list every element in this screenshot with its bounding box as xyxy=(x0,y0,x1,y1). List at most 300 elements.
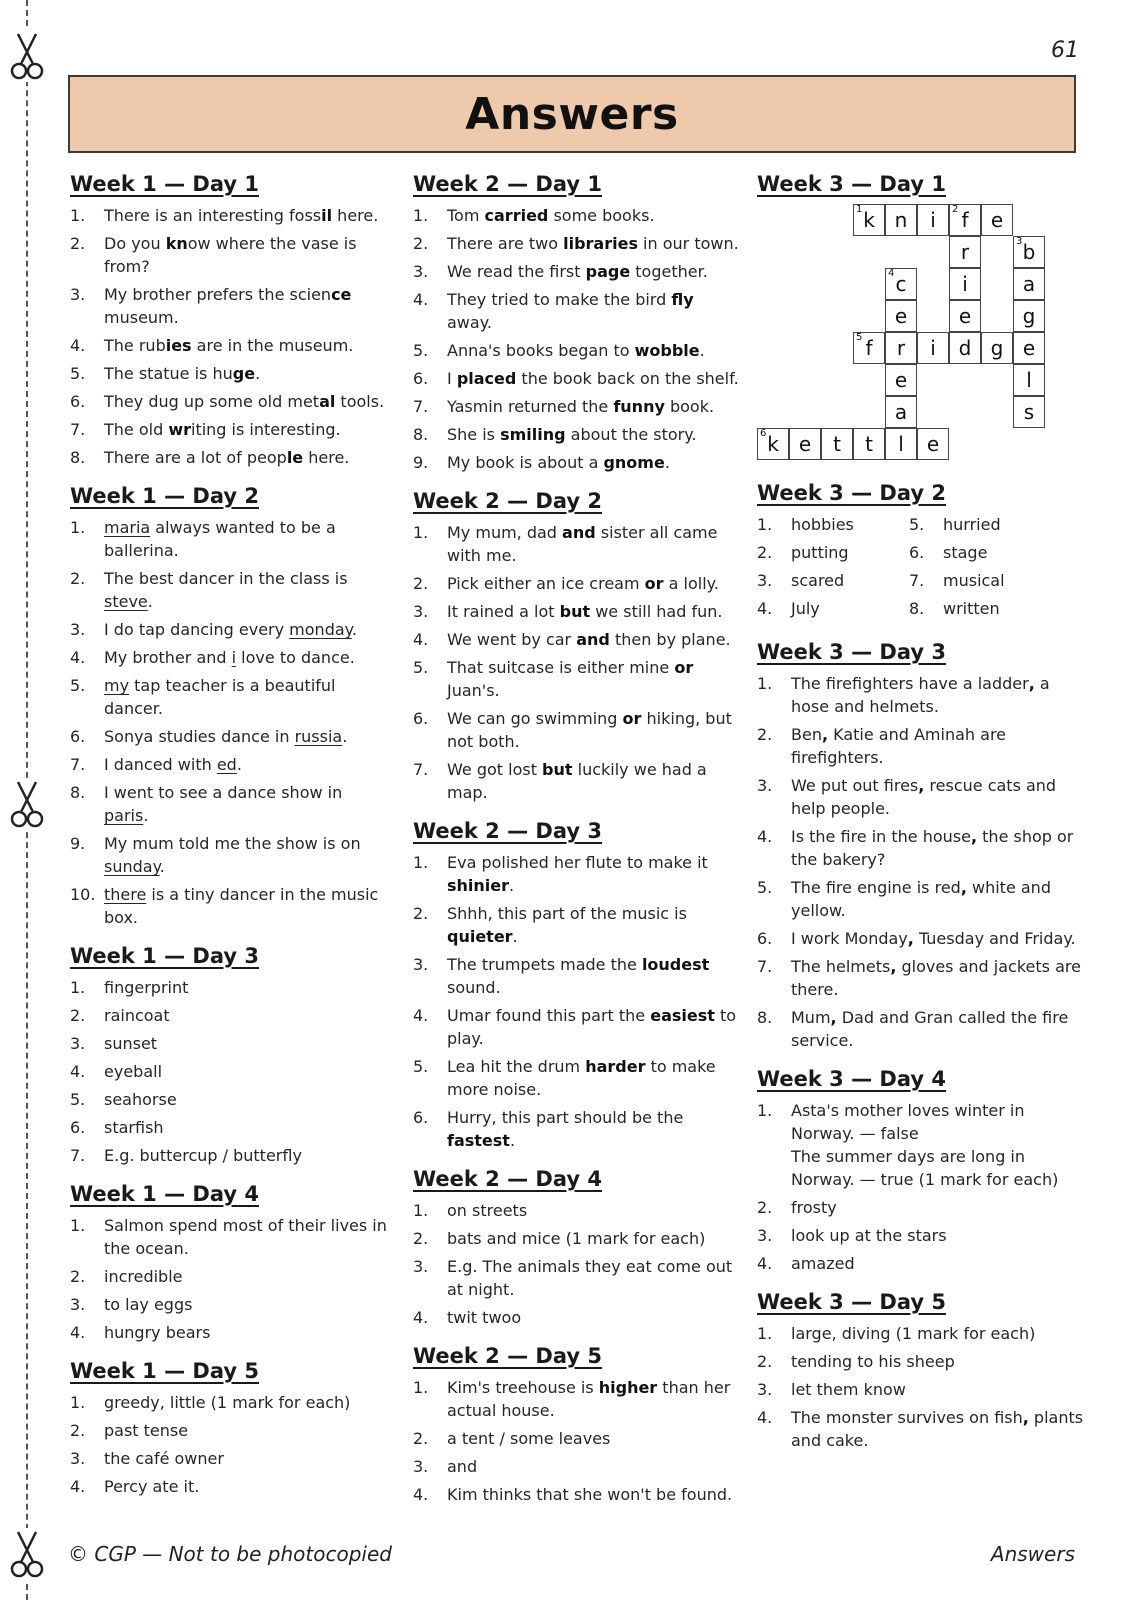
answer-list xyxy=(70,1391,390,1498)
answer-list xyxy=(413,851,743,1152)
item-number: 3. xyxy=(413,262,429,281)
answer-item xyxy=(757,672,1087,718)
item-number: 5. xyxy=(70,1090,86,1109)
answer-item xyxy=(70,232,390,278)
answer-item xyxy=(70,618,390,641)
item-number: 1. xyxy=(757,674,773,693)
answer-list xyxy=(757,672,1087,1052)
crossword-cell: 3 b xyxy=(1013,236,1045,268)
item-number: 3. xyxy=(413,1457,429,1476)
answer-text: They dug up some old metal tools. xyxy=(104,392,385,411)
answer-item xyxy=(757,1196,1087,1219)
answer-text: large, diving (1 mark for each) xyxy=(791,1324,1036,1343)
answer-text: The trumpets made the loudest sound. xyxy=(447,955,710,997)
crossword-cell: i xyxy=(949,268,981,300)
answer-list xyxy=(413,204,743,474)
answer-text: I do tap dancing every monday. xyxy=(104,620,357,639)
answer-text: frosty xyxy=(791,1198,837,1217)
item-number: 3. xyxy=(70,620,86,639)
answer-item xyxy=(70,753,390,776)
answer-text: amazed xyxy=(791,1254,855,1273)
column-week-2 xyxy=(413,172,743,1521)
item-number: 1. xyxy=(413,1378,429,1397)
item-number: 2. xyxy=(413,1229,429,1248)
item-number: 4. xyxy=(757,1254,773,1273)
answer-list xyxy=(70,516,390,929)
item-number: 7. xyxy=(70,755,86,774)
answer-item xyxy=(70,1214,390,1260)
answer-item xyxy=(70,1032,390,1055)
answer-text: The old writing is interesting. xyxy=(104,420,341,439)
answer-text: We read the first page together. xyxy=(447,262,708,281)
column-week-1 xyxy=(70,172,390,1513)
answer-item xyxy=(70,334,390,357)
section-heading: Week 3 — Day 2 xyxy=(757,481,946,505)
item-number: 6. xyxy=(413,709,429,728)
item-number: 1. xyxy=(70,1393,86,1412)
item-number: 1. xyxy=(70,1216,86,1235)
crossword-cell: e xyxy=(981,204,1013,236)
answer-text: The firefighters have a ladder, a hose and helmets. xyxy=(791,674,1050,716)
section-week1-2 xyxy=(70,944,390,1167)
page-title: Answers xyxy=(465,88,679,140)
answer-text: Umar found this part the easiest to play. xyxy=(447,1006,737,1048)
answer-item xyxy=(413,1376,743,1422)
answer-item xyxy=(70,781,390,827)
answer-text: We got lost but luckily we had a map. xyxy=(447,760,707,802)
answer-text: Tom carried some books. xyxy=(447,206,655,225)
answer-text: They tried to make the bird fly away. xyxy=(447,290,694,332)
crossword-cell: i xyxy=(917,204,949,236)
answer-item xyxy=(70,1116,390,1139)
answer-text: Do you know where the vase is from? xyxy=(104,234,357,276)
answer-text: It rained a lot but we still had fun. xyxy=(447,602,723,621)
item-number: 6. xyxy=(413,369,429,388)
answer-item xyxy=(70,204,390,227)
answer-text: incredible xyxy=(104,1267,183,1286)
item-number: 5. xyxy=(70,364,86,383)
answer-list xyxy=(70,204,390,469)
section-week2-1 xyxy=(413,489,743,804)
answer-item xyxy=(757,1252,1087,1275)
answer-text: to lay eggs xyxy=(104,1295,193,1314)
item-number: 4. xyxy=(70,648,86,667)
answer-text: Asta's mother loves winter in Norway. — false The summer days are long in Norway. — true (1 mark for each) xyxy=(791,1101,1059,1189)
crossword-cell: a xyxy=(1013,268,1045,300)
crossword-cell: 2 f xyxy=(949,204,981,236)
item-number: 2. xyxy=(413,234,429,253)
answer-text: Sonya studies dance in russia. xyxy=(104,727,348,746)
answer-text: seahorse xyxy=(104,1090,177,1109)
item-number: 2. xyxy=(70,1267,86,1286)
answer-item xyxy=(70,1293,390,1316)
answer-text: Lea hit the drum harder to make more noise. xyxy=(447,1057,716,1099)
answer-item xyxy=(70,516,390,562)
item-number: 1. xyxy=(70,206,86,225)
answer-text: The statue is huge. xyxy=(104,364,261,383)
crossword-cell: d xyxy=(949,332,981,364)
item-number: 9. xyxy=(413,453,429,472)
answer-text: Mum, Dad and Gran called the fire service. xyxy=(791,1008,1069,1050)
answer-item xyxy=(70,1060,390,1083)
answer-text: Eva polished her flute to make it shinier. xyxy=(447,853,708,895)
answer-item xyxy=(413,423,743,446)
answer-item xyxy=(757,825,1087,871)
answer-text: The monster survives on fish, plants and cake. xyxy=(791,1408,1084,1450)
section-week1-4 xyxy=(70,1359,390,1498)
section-heading: Week 3 — Day 1 xyxy=(757,172,946,196)
crossword-cell: e xyxy=(1013,332,1045,364)
item-number: 2. xyxy=(70,234,86,253)
answer-item xyxy=(413,628,743,651)
answer-item xyxy=(757,774,1087,820)
answer-item xyxy=(413,260,743,283)
section-heading: Week 1 — Day 3 xyxy=(70,944,259,968)
answer-item: 6. stage xyxy=(909,543,988,562)
answer-text: the café owner xyxy=(104,1449,224,1468)
item-number: 8. xyxy=(70,448,86,467)
answer-item xyxy=(413,1227,743,1250)
answer-text: That suitcase is either mine or Juan's. xyxy=(447,658,694,700)
answer-list xyxy=(413,1199,743,1329)
answer-text: starfish xyxy=(104,1118,164,1137)
answer-text: let them know xyxy=(791,1380,906,1399)
answer-text: The helmets, gloves and jackets are there. xyxy=(791,957,1081,999)
answer-item: 5. hurried xyxy=(909,515,1001,534)
answer-item xyxy=(70,1419,390,1442)
item-number: 10. xyxy=(70,885,96,904)
answer-text: a tent / some leaves xyxy=(447,1429,611,1448)
answer-item xyxy=(413,1004,743,1050)
answer-text: There is an interesting fossil here. xyxy=(104,206,379,225)
answer-text: I went to see a dance show in paris. xyxy=(104,783,343,825)
copyright-footer: © CGP — Not to be photocopied xyxy=(68,1542,392,1566)
crossword-cell: s xyxy=(1013,396,1045,428)
item-number: 1. xyxy=(413,1201,429,1220)
crossword-cell: 1 k xyxy=(853,204,885,236)
answer-item xyxy=(413,572,743,595)
crossword-cell: e xyxy=(885,300,917,332)
item-number: 3. xyxy=(757,776,773,795)
answer-item xyxy=(413,1306,743,1329)
item-number: 4. xyxy=(70,1062,86,1081)
answer-item xyxy=(70,1391,390,1414)
answer-text: look up at the stars xyxy=(791,1226,947,1245)
section-footer: Answers xyxy=(990,1542,1075,1566)
item-number: 4. xyxy=(757,827,773,846)
column-week-3 xyxy=(757,172,1087,1467)
answer-item xyxy=(70,1265,390,1288)
item-number: 5. xyxy=(413,1057,429,1076)
answer-item xyxy=(413,1427,743,1450)
item-number: 3. xyxy=(70,1449,86,1468)
item-number: 9. xyxy=(70,834,86,853)
answer-text: The rubies are in the museum. xyxy=(104,336,354,355)
answer-text: Yasmin returned the funny book. xyxy=(447,397,715,416)
crossword-cell: i xyxy=(917,332,949,364)
section-week1-3 xyxy=(70,1182,390,1344)
answer-text: Salmon spend most of their lives in the ocean. xyxy=(104,1216,387,1258)
answer-item xyxy=(70,674,390,720)
item-number: 1. xyxy=(757,1324,773,1343)
item-number: 4. xyxy=(413,290,429,309)
answer-item: 7. musical xyxy=(909,571,1005,590)
answer-item xyxy=(70,1447,390,1470)
answer-item xyxy=(70,1004,390,1027)
item-number: 2. xyxy=(757,1198,773,1217)
crossword-cell: e xyxy=(917,428,949,460)
answer-text: The fire engine is red, white and yellow. xyxy=(791,878,1051,920)
answer-item xyxy=(70,1321,390,1344)
section-heading: Week 3 — Day 5 xyxy=(757,1290,946,1314)
item-number: 1. xyxy=(413,853,429,872)
answer-text: twit twoo xyxy=(447,1308,522,1327)
answer-item xyxy=(757,723,1087,769)
answer-item xyxy=(413,758,743,804)
crossword-cell: l xyxy=(885,428,917,460)
answer-item xyxy=(413,600,743,623)
answer-item: 3. scared xyxy=(757,571,845,590)
item-number: 4. xyxy=(70,336,86,355)
item-number: 2. xyxy=(757,725,773,744)
answer-text: There are two libraries in our town. xyxy=(447,234,739,253)
section-heading: Week 2 — Day 3 xyxy=(413,819,602,843)
section-week3-2 xyxy=(757,1290,1087,1452)
crossword-cell: g xyxy=(981,332,1013,364)
answer-item xyxy=(413,339,743,362)
section-week1-1 xyxy=(70,484,390,929)
answer-item xyxy=(70,1144,390,1167)
item-number: 4. xyxy=(413,1006,429,1025)
answer-text: My mum told me the show is on sunday. xyxy=(104,834,361,876)
item-number: 3. xyxy=(413,955,429,974)
section-heading: Week 2 — Day 2 xyxy=(413,489,602,513)
item-number: 4. xyxy=(413,630,429,649)
answer-item xyxy=(70,1088,390,1111)
answer-text: Kim thinks that she won't be found. xyxy=(447,1485,733,1504)
item-number: 2. xyxy=(413,574,429,593)
item-number: 7. xyxy=(70,1146,86,1165)
answer-list xyxy=(413,521,743,804)
crossword-cell: t xyxy=(853,428,885,460)
answer-item xyxy=(757,1322,1087,1345)
item-number: 2. xyxy=(70,1006,86,1025)
answer-item xyxy=(70,832,390,878)
item-number: 1. xyxy=(413,206,429,225)
answer-text: Hurry, this part should be the fastest. xyxy=(447,1108,684,1150)
item-number: 4. xyxy=(70,1323,86,1342)
answer-item xyxy=(413,204,743,227)
section-week3-day1 xyxy=(757,172,1087,466)
answer-item xyxy=(413,656,743,702)
answer-item: 4. July xyxy=(757,599,820,618)
answer-text: Ben, Katie and Aminah are firefighters. xyxy=(791,725,1007,767)
item-number: 6. xyxy=(757,929,773,948)
item-number: 5. xyxy=(757,878,773,897)
answer-list xyxy=(757,1099,1087,1275)
answer-item xyxy=(413,451,743,474)
answer-text: I danced with ed. xyxy=(104,755,242,774)
answer-text: raincoat xyxy=(104,1006,170,1025)
answer-item xyxy=(70,976,390,999)
answer-item xyxy=(757,1406,1087,1452)
answer-text: My brother prefers the science museum. xyxy=(104,285,352,327)
item-number: 3. xyxy=(413,602,429,621)
crossword-cell: e xyxy=(949,300,981,332)
item-number: 8. xyxy=(757,1008,773,1027)
answer-text: I placed the book back on the shelf. xyxy=(447,369,739,388)
answer-text: Anna's books began to wobble. xyxy=(447,341,705,360)
answer-list xyxy=(70,1214,390,1344)
answer-text: maria always wanted to be a ballerina. xyxy=(104,518,336,560)
crossword-cell: 6 k xyxy=(757,428,789,460)
answer-item: 2. putting xyxy=(757,543,849,562)
answer-item xyxy=(413,288,743,334)
section-week2-3 xyxy=(413,1167,743,1329)
answer-item xyxy=(70,390,390,413)
answer-item xyxy=(413,902,743,948)
answer-text: past tense xyxy=(104,1421,189,1440)
scissors-icon xyxy=(8,778,46,830)
answer-text: there is a tiny dancer in the music box. xyxy=(104,885,379,927)
section-week3-0 xyxy=(757,640,1087,1052)
item-number: 2. xyxy=(70,1421,86,1440)
answer-item xyxy=(70,362,390,385)
answer-item xyxy=(413,1199,743,1222)
answer-item xyxy=(70,567,390,613)
item-number: 3. xyxy=(70,1295,86,1314)
answer-item xyxy=(757,955,1087,1001)
section-heading: Week 1 — Day 2 xyxy=(70,484,259,508)
crossword-cell: l xyxy=(1013,364,1045,396)
item-number: 4. xyxy=(413,1308,429,1327)
answer-item xyxy=(757,1006,1087,1052)
answer-text: Pick either an ice cream or a lolly. xyxy=(447,574,719,593)
answer-text: and xyxy=(447,1457,478,1476)
section-week2-2 xyxy=(413,819,743,1152)
crossword-cell: r xyxy=(949,236,981,268)
answer-list xyxy=(70,976,390,1167)
answer-text: my tap teacher is a beautiful dancer. xyxy=(104,676,336,718)
answer-text: E.g. The animals they eat come out at night. xyxy=(447,1257,733,1299)
item-number: 6. xyxy=(70,727,86,746)
answer-list xyxy=(413,1376,743,1506)
item-number: 1. xyxy=(757,1101,773,1120)
answer-item xyxy=(413,1483,743,1506)
crossword-cell: r xyxy=(885,332,917,364)
title-banner xyxy=(68,75,1076,153)
item-number: 8. xyxy=(413,425,429,444)
item-number: 1. xyxy=(413,523,429,542)
answer-item xyxy=(70,725,390,748)
item-number: 3. xyxy=(70,285,86,304)
answer-item xyxy=(757,876,1087,922)
answer-item xyxy=(413,1055,743,1101)
item-number: 2. xyxy=(757,1352,773,1371)
answer-item xyxy=(70,883,390,929)
answer-item xyxy=(757,1224,1087,1247)
answer-text: My brother and i love to dance. xyxy=(104,648,355,667)
item-number: 3. xyxy=(413,1257,429,1276)
answer-text: eyeball xyxy=(104,1062,163,1081)
scissors-icon xyxy=(8,1528,46,1580)
answer-text: greedy, little (1 mark for each) xyxy=(104,1393,351,1412)
answer-item xyxy=(413,395,743,418)
item-number: 5. xyxy=(413,658,429,677)
crossword-cell: e xyxy=(789,428,821,460)
answer-item xyxy=(413,1255,743,1301)
answer-text: tending to his sheep xyxy=(791,1352,955,1371)
item-number: 6. xyxy=(413,1108,429,1127)
crossword-cell: 5 f xyxy=(853,332,885,364)
answer-item xyxy=(413,232,743,255)
section-heading: Week 1 — Day 5 xyxy=(70,1359,259,1383)
section-week3-1 xyxy=(757,1067,1087,1275)
answer-text: Percy ate it. xyxy=(104,1477,200,1496)
answer-item xyxy=(70,418,390,441)
crossword-cell: t xyxy=(821,428,853,460)
answer-text: fingerprint xyxy=(104,978,189,997)
answer-list xyxy=(757,513,1087,625)
page-number: 61 xyxy=(1051,38,1079,63)
answer-text: I work Monday, Tuesday and Friday. xyxy=(791,929,1076,948)
item-number: 2. xyxy=(70,569,86,588)
item-number: 4. xyxy=(757,1408,773,1427)
answer-text: hungry bears xyxy=(104,1323,211,1342)
section-heading: Week 1 — Day 1 xyxy=(70,172,259,196)
item-number: 7. xyxy=(70,420,86,439)
answer-text: There are a lot of people here. xyxy=(104,448,350,467)
answer-text: We went by car and then by plane. xyxy=(447,630,731,649)
answer-item xyxy=(70,283,390,329)
section-week2-4 xyxy=(413,1344,743,1506)
answer-item xyxy=(413,851,743,897)
item-number: 2. xyxy=(413,904,429,923)
item-number: 7. xyxy=(413,760,429,779)
section-heading: Week 3 — Day 4 xyxy=(757,1067,946,1091)
answer-item xyxy=(757,1099,1087,1191)
answer-item xyxy=(413,707,743,753)
answer-text: on streets xyxy=(447,1201,528,1220)
section-heading: Week 3 — Day 3 xyxy=(757,640,946,664)
answer-item xyxy=(757,927,1087,950)
answer-item xyxy=(70,1475,390,1498)
section-week3-day2 xyxy=(757,481,1087,625)
answer-item xyxy=(70,446,390,469)
answer-item xyxy=(413,1106,743,1152)
answer-item xyxy=(70,646,390,669)
answer-text: My mum, dad and sister all came with me. xyxy=(447,523,718,565)
crossword-cell: 4 c xyxy=(885,268,917,300)
item-number: 4. xyxy=(70,1477,86,1496)
item-number: 7. xyxy=(413,397,429,416)
item-number: 3. xyxy=(757,1226,773,1245)
section-week2-0 xyxy=(413,172,743,474)
item-number: 7. xyxy=(757,957,773,976)
answer-item xyxy=(413,521,743,567)
item-number: 3. xyxy=(70,1034,86,1053)
item-number: 6. xyxy=(70,392,86,411)
item-number: 6. xyxy=(70,1118,86,1137)
answer-item: 8. written xyxy=(909,599,1000,618)
answer-item xyxy=(757,1350,1087,1373)
item-number: 8. xyxy=(70,783,86,802)
answer-item: 1. hobbies xyxy=(757,515,854,534)
section-heading: Week 2 — Day 5 xyxy=(413,1344,602,1368)
answer-text: E.g. buttercup / butterfly xyxy=(104,1146,302,1165)
item-number: 1. xyxy=(70,978,86,997)
answer-text: We can go swimming or hiking, but not both. xyxy=(447,709,732,751)
